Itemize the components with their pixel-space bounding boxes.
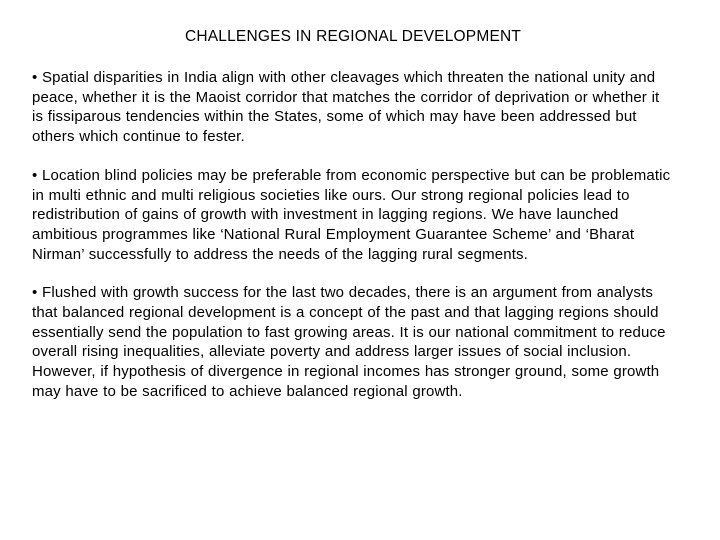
bullet-growth-success: • Flushed with growth success for the last two decades, there is an argument from analysts that balanced regional development is a concept of the past and that lagging regions should essentially send the population to fast growing areas. It is our national commitment to reduce overall rising inequalities, alleviate poverty and address larger issues of social inclusion. However, if hypothesis of divergence in regional incomes has stronger ground, some growth may have to be sacrificed to achieve balanced regional growth. [32,284,666,400]
slide-title: CHALLENGES IN REGIONAL DEVELOPMENT [184,28,522,45]
bullet-location-blind-policies: • Location blind policies may be preferable from economic perspective but can be problematic in multi ethnic and multi religious societies like ours. Our strong regional policies lead to redistribution of gains of growth with investment in lagging regions. We have launched ambitious programmes like ‘National Rural Employment Guarantee Scheme’ and ‘Bharat Nirman’ successfully to address the needs of the lagging rural segments. [32,166,671,263]
bullet-list [32,68,672,421]
bullet-spatial-disparities: • Spatial disparities in India align with other cleavages which threaten the national unity and peace, whether it is the Maoist corridor that matches the corridor of deprivation or whether it is fissiparous tendencies within the States, some of which may have been addressed but others which continue to fester. [32,69,660,146]
